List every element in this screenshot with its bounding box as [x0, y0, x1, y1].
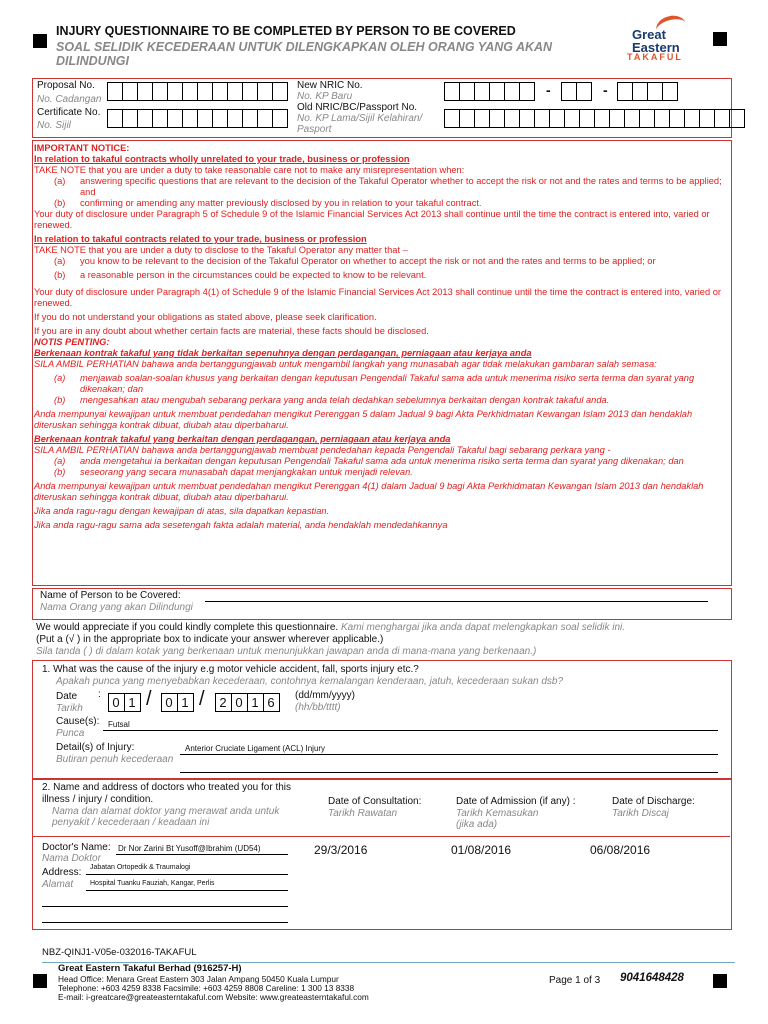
doctor-name-input[interactable]: [116, 842, 288, 855]
address-input-line-2[interactable]: [86, 878, 288, 891]
discharge-date-value: 06/08/2016: [590, 843, 651, 857]
date-digit: 1: [177, 693, 194, 712]
notice-take-note1: TAKE NOTE that you are under a duty to take reasonable care not to make any misrepresentation when:: [34, 165, 465, 175]
admission-label-ms: Tarikh Kemasukan (jika ada): [456, 808, 539, 830]
date-format-label-ms: (hh/bb/tttt): [295, 702, 341, 713]
date-colon: :: [98, 689, 101, 700]
notice-item-b3: [34, 395, 724, 406]
logo-line-eastern: Eastern: [632, 40, 680, 55]
detail-label: Detail(s) of Injury:: [56, 742, 135, 753]
consultation-label: Date of Consultation:: [328, 796, 422, 807]
address-input-line-3[interactable]: [42, 894, 288, 907]
form-code: NBZ-QINJ1-V05e-032016-TAKAFUL: [42, 947, 197, 958]
item-text: seseorang yang secara munasabah dapat menjangkakan untuk menjadi relevan.: [80, 467, 413, 477]
cause-label: Cause(s):: [56, 716, 100, 727]
date-digit: 6: [263, 693, 280, 712]
registration-mark-top-right: [713, 32, 727, 46]
logo-text: [632, 28, 680, 54]
date-day-boxes[interactable]: [108, 693, 140, 712]
address-input-line-1[interactable]: [86, 862, 288, 875]
item-text: mengesahkan atau mengubah sebarang perkara yang anda telah dedahkan sebelumnya berkaitan dengan kontrak takaful anda.: [80, 395, 610, 405]
notice-item-a1: [34, 176, 724, 198]
notice-item-b2: [34, 270, 724, 281]
item-marker: (b): [54, 467, 66, 477]
date-month-boxes[interactable]: [161, 693, 193, 712]
logo-line-great: Great: [632, 27, 666, 42]
question-2-text: 2. Name and address of doctors who treated you for this illness / injury / condition.: [42, 782, 292, 805]
doctor-name-label-ms: Nama Doktor: [42, 853, 101, 864]
address-input-line-4[interactable]: [42, 910, 288, 923]
consultation-label-ms: Tarikh Rawatan: [328, 808, 398, 819]
doctor-name-label: Doctor's Name:: [42, 842, 111, 853]
notice-duty1: Your duty of disclosure under Paragraph 5 of Schedule 9 of the Islamic Financial Services Act 2013 shall continue until the time the contract is entered into, varied or renewed.: [34, 209, 710, 230]
notice-ambil1: SILA AMBIL PERHATIAN bahawa anda bertanggungjawab untuk mengambil langkah yang munasabah agar tidak melakukan gambaran salah semasa:: [34, 359, 657, 369]
date-digit: 2: [215, 693, 232, 712]
cause-input[interactable]: [103, 716, 718, 731]
registration-mark-bottom-right: [713, 974, 727, 988]
page-number: Page 1 of 3: [549, 975, 601, 986]
notice-take-note2: TAKE NOTE that you are under a duty to disclose to the Takaful Operator any matter that –: [34, 245, 408, 255]
old-nric-label-ms: No. KP Lama/Sijil Kelahiran/ Pasport: [297, 113, 423, 135]
cause-label-ms: Punca: [56, 728, 85, 739]
proposal-label: Proposal No.: [37, 80, 95, 91]
title-english: INJURY QUESTIONNAIRE TO BE COMPLETED BY PERSON TO BE COVERED: [56, 24, 516, 38]
date-label-ms: Tarikh: [56, 703, 83, 714]
notice-heading-en: IMPORTANT NOTICE:: [34, 143, 130, 153]
notice-sub1-ms: Berkenaan kontrak takaful yang tidak berkaitan sepenuhnya dengan perdagangan, perniagaan atau kerjaya anda: [34, 348, 532, 358]
q2-divider: [32, 836, 730, 837]
notice-item-b1: [34, 198, 724, 209]
question-1-text-ms: Apakah punca yang menyebabkan kecederaan, contohnya kemalangan kenderaan, jatuh, kecederaan sukan dsb?: [56, 676, 564, 687]
nric-dash-1: -: [546, 82, 551, 98]
person-name-input[interactable]: [205, 587, 708, 602]
notice-item-a2: [34, 256, 724, 267]
company-email: E-mail: i-greatcare@greateasterntakaful.com Website: www.greateasterntakaful.com: [58, 992, 369, 1002]
notice-ambil2: SILA AMBIL PERHATIAN bahawa anda bertanggungjawab membuat pendedahan kepada Pengendali Takaful bagi sebarang perkara yang -: [34, 445, 611, 455]
instruction-put-en: (Put a (√ ) in the appropriate box to indicate your answer wherever applicable.): [36, 634, 384, 645]
date-format-label: (dd/mm/yyyy): [295, 690, 355, 701]
instruction-appreciate-en: We would appreciate if you could kindly complete this questionnaire.: [36, 622, 339, 633]
date-digit: 1: [247, 693, 264, 712]
notice-item-b4: [34, 467, 724, 478]
date-digit: 0: [161, 693, 178, 712]
notice-item-a3: [34, 373, 724, 395]
reference-number: 9041648428: [620, 972, 684, 984]
registration-mark-bottom-left: [33, 974, 47, 988]
old-nric-boxes[interactable]: [444, 109, 744, 128]
new-nric-boxes-2[interactable]: [561, 82, 591, 101]
date-digit: 0: [108, 693, 125, 712]
date-slash-1: /: [146, 688, 152, 710]
new-nric-boxes-3[interactable]: [617, 82, 677, 101]
new-nric-label: New NRIC No.: [297, 80, 363, 91]
item-marker: (a): [54, 256, 66, 266]
address-label-ms: Alamat: [42, 879, 74, 890]
certificate-number-boxes[interactable]: [107, 109, 287, 128]
title-malay: SOAL SELIDIK KECEDERAAN UNTUK DILENGKAPKAN OLEH ORANG YANG AKAN DILINDUNGI: [56, 40, 553, 68]
admission-label: Date of Admission (if any) :: [456, 796, 576, 807]
notice-clarify: If you do not understand your obligations as stated above, please seek clarification.: [34, 312, 377, 322]
item-marker: (b): [54, 395, 66, 405]
person-label-ms: Nama Orang yang akan Dilindungi: [40, 602, 193, 613]
detail-value: Anterior Cruciate Ligament (ACL) Injury: [185, 744, 326, 753]
item-text: anda mengetahui ia berkaitan dengan keputusan Pengendali Takaful sama ada untuk menerima risiko serta terma dan syarat yang dikenakan; dan: [80, 456, 684, 466]
notice-doubt: If you are in any doubt about whether certain facts are material, these facts should be disclosed.: [34, 326, 429, 336]
item-text: answering specific questions that are relevant to the decision of the Takaful Operator whether to accept the risk or not and the rates and terms to be applied; and: [80, 176, 722, 197]
item-marker: (a): [54, 176, 66, 186]
detail-input-line-2[interactable]: [180, 760, 718, 773]
item-text: confirming or amending any matter previously disclosed by you in relation to your takaful contract.: [80, 198, 482, 208]
notice-kewajipan2: Anda mempunyai kewajipan untuk membuat pendedahan mengikut Perenggan 4(1) dalam Jadual 9 bagi Akta Perkhidmatan Kewangan Islam 2013 dan hendaklah diteruskan sehingga kontrak dibuat, diubah atau diperbaharui.: [34, 481, 704, 502]
instructions-line1: [36, 622, 625, 633]
old-nric-label: Old NRIC/BC/Passport No.: [297, 102, 418, 113]
new-nric-label-ms: No. KP Baru: [297, 91, 353, 102]
doctor-name-value: Dr Nor Zarini Bt Yusoff@Ibrahim (UD54): [118, 844, 261, 853]
item-marker: (a): [54, 456, 66, 466]
company-phone: Telephone: +603 4259 8338 Facsimile: +603 4259 8808 Careline: 1 300 13 8338: [58, 983, 355, 993]
proposal-label-ms: No. Cadangan: [37, 94, 102, 105]
address-line-1-value: Jabatan Ortopedik & Traumalogi: [90, 864, 191, 871]
discharge-label-ms: Tarikh Discaj: [612, 808, 669, 819]
notice-heading-ms: NOTIS PENTING:: [34, 337, 110, 347]
item-text: you know to be relevant to the decision of the Takaful Operator on whether to accept the risk or not and the rates and terms to be applied; or: [80, 256, 656, 266]
consultation-date-value: 29/3/2016: [314, 843, 368, 857]
notice-kewajipan1: Anda mempunyai kewajipan untuk membuat pendedahan mengikut Perenggan 5 dalam Jadual 9 bagi Akta Perkhidmatan Kewangan Islam 2013 dan hendaklah diteruskan sehingga kontrak dibuat, diubah atau diperbaharui.: [34, 409, 693, 430]
notice-item-a4: [34, 456, 724, 467]
date-digit: 1: [124, 693, 141, 712]
logo-takaful: TAKAFUL: [627, 52, 683, 62]
cause-value: Futsal: [108, 720, 130, 729]
instruction-put-ms: Sila tanda ( ) di dalam kotak yang berkenaan untuk menunjukkan jawapan anda di mana-mana yang berkenaan.): [36, 646, 537, 657]
new-nric-boxes-1[interactable]: [444, 82, 534, 101]
detail-input-line-1[interactable]: [180, 742, 718, 755]
notice-ragu2: Jika anda ragu-ragu sama ada sesetengah fakta adalah material, anda hendaklah mendedahkannya: [34, 520, 448, 530]
person-label: Name of Person to be Covered:: [40, 590, 181, 601]
item-marker: (b): [54, 270, 66, 280]
address-label: Address:: [42, 867, 82, 878]
proposal-number-boxes[interactable]: [107, 82, 287, 101]
notice-sub1-en: In relation to takaful contracts wholly unrelated to your trade, business or profession: [34, 154, 410, 164]
date-label: Date: [56, 691, 78, 702]
date-slash-2: /: [199, 688, 205, 710]
date-year-boxes[interactable]: [215, 693, 279, 712]
date-digit: 0: [231, 693, 248, 712]
detail-label-ms: Butiran penuh kecederaan: [56, 754, 174, 765]
certificate-label: Certificate No.: [37, 107, 101, 118]
notice-sub2-en: In relation to takaful contracts related to your trade, business or profession: [34, 234, 367, 244]
address-line-2-value: Hospital Tuanku Fauziah, Kangar, Perlis: [90, 880, 215, 887]
notice-text: [34, 143, 724, 531]
notice-sub2-ms: Berkenaan kontrak takaful yang berkaitan dengan perdagangan, perniagaan atau kerjaya anda: [34, 434, 451, 444]
question-1-text: 1. What was the cause of the injury e.g motor vehicle accident, fall, sports injury etc.?: [42, 664, 419, 675]
notice-ragu1: Jika anda ragu-ragu dengan kewajipan di atas, sila dapatkan kepastian.: [34, 506, 330, 516]
certificate-label-ms: No. Sijil: [37, 120, 71, 131]
item-text: a reasonable person in the circumstances could be expected to know to be relevant.: [80, 270, 427, 280]
notice-duty2: Your duty of disclosure under Paragraph 4(1) of Schedule 9 of the Islamic Financial Services Act 2013 shall continue until the time the contract is entered into, varied or renewed.: [34, 287, 721, 308]
admission-date-value: 01/08/2016: [451, 843, 512, 857]
item-marker: (b): [54, 198, 66, 208]
registration-mark-top-left: [33, 34, 47, 48]
nric-dash-2: -: [603, 82, 608, 98]
instruction-appreciate-ms: Kami menghargai jika anda dapat melengkapkan soal selidik ini.: [341, 622, 626, 633]
item-text: menjawab soalan-soalan khusus yang berkaitan dengan keputusan Pengendali Takaful sama ada untuk menerima risiko serta terma dan syarat yang dikenakan; dan: [80, 373, 695, 394]
question-2-text-ms: Nama dan alamat doktor yang merawat anda untuk penyakit / kecederaan / keadaan ini: [52, 806, 280, 828]
discharge-label: Date of Discharge:: [612, 796, 695, 807]
company-address: Head Office: Menara Great Eastern 303 Jalan Ampang 50450 Kuala Lumpur: [58, 974, 339, 984]
company-name: Great Eastern Takaful Berhad (916257-H): [58, 963, 242, 974]
item-marker: (a): [54, 373, 66, 383]
